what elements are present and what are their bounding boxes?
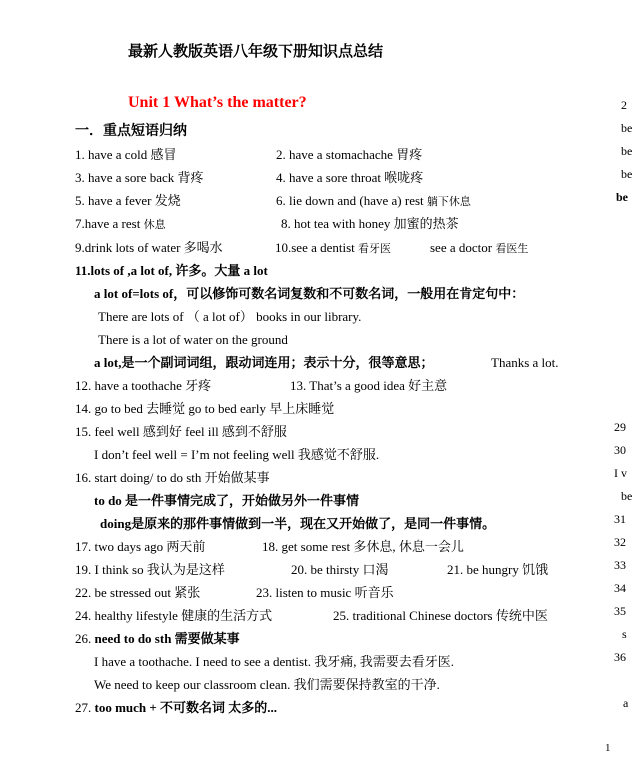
phrase-10-text: 10.see a dentist: [275, 240, 359, 255]
phrase-11-example-1: There are lots of （ a lot of） books in our library.: [98, 309, 362, 324]
phrase-4: 4. have a sore throat 喉咙疼: [276, 170, 424, 185]
phrase-2: 2. have a stomachache 胃疼: [276, 147, 423, 162]
phrase-7-text: 7.have a rest: [75, 216, 144, 231]
phrase-6: [276, 193, 471, 210]
phrase-7: [75, 216, 166, 233]
phrase-27-text: too much + 不可数名词 太多的...: [94, 700, 278, 715]
phrase-9: 9.drink lots of water 多喝水: [75, 240, 223, 255]
edge-text-15: s: [622, 627, 627, 641]
phrase-19: 19. I think so 我认为是这样: [75, 562, 225, 577]
edge-text-12: 33: [614, 558, 626, 572]
phrase-16-note-b: doing是原来的那件事情做到一半，现在又开始做了，是同一件事情。: [100, 516, 496, 531]
edge-text-9: be: [621, 489, 632, 503]
doc-title: 最新人教版英语八年级下册知识点总结: [128, 44, 384, 60]
phrase-3: 3. have a sore back 背疼: [75, 170, 204, 185]
phrase-27-number: 27.: [75, 700, 95, 715]
phrase-18: 18. get some rest 多休息, 休息一会儿: [262, 539, 464, 554]
edge-text-6: 29: [614, 420, 626, 434]
phrase-26: [75, 631, 240, 647]
phrase-6-text: 6. lie down and (have a) rest: [276, 193, 427, 208]
phrase-15: 15. feel well 感到好 feel ill 感到不舒服: [75, 424, 287, 439]
phrase-8: 8. hot tea with honey 加蜜的热茶: [281, 216, 459, 231]
edge-text-8: I v: [614, 466, 627, 480]
phrase-5: 5. have a fever 发烧: [75, 193, 181, 208]
phrase-25: 25. traditional Chinese doctors 传统中医: [333, 608, 548, 623]
edge-text-14: 35: [614, 604, 626, 618]
phrase-24: 24. healthy lifestyle 健康的生活方式: [75, 608, 273, 623]
edge-text-2: be: [621, 121, 632, 135]
phrase-16-note-a: to do 是一件事情完成了，开始做另外一件事情: [94, 493, 360, 508]
phrase-10-note: 看牙医: [358, 243, 392, 255]
phrase-20: 20. be thirsty 口渴: [291, 562, 389, 577]
phrase-12: 12. have a toothache 牙疼: [75, 378, 212, 393]
phrase-6-note: 躺下休息: [426, 196, 471, 208]
edge-text-5: be: [616, 190, 628, 204]
phrase-26-example-2: We need to keep our classroom clean. 我们需要保持教室的干净.: [94, 677, 440, 692]
phrase-23: 23. listen to music 听音乐: [256, 585, 394, 600]
edge-text-11: 32: [614, 535, 626, 549]
phrase-11-rule: a lot of=lots of，可以修饰可数名词复数和不可数名词，一般用在肯定句中：: [94, 286, 525, 301]
phrase-1: 1. have a cold 感冒: [75, 147, 177, 162]
phrase-15-example: I don’t feel well = I’m not feeling well 我感觉不舒服.: [94, 447, 380, 462]
phrase-21: 21. be hungry 饥饿: [447, 562, 549, 577]
phrase-16: 16. start doing/ to do sth 开始做某事: [75, 470, 270, 485]
edge-text-3: be: [621, 144, 632, 158]
phrase-17: 17. two days ago 两天前: [75, 539, 206, 554]
phrase-22: 22. be stressed out 紧张: [75, 585, 201, 600]
phrase-11-rule-2: a lot,是一个副词词组，跟动词连用；表示十分，很等意思；: [94, 355, 434, 370]
section-heading: 一．重点短语归纳: [75, 124, 187, 139]
phrase-11-example-2: There is a lot of water on the ground: [98, 332, 288, 347]
page-number: 1: [605, 742, 611, 754]
edge-text-13: 34: [614, 581, 626, 595]
phrase-14: 14. go to bed 去睡觉 go to bed early 早上床睡觉: [75, 401, 335, 416]
unit-title: Unit 1 What’s the matter?: [128, 94, 307, 111]
phrase-10b-note: 看医生: [495, 243, 529, 255]
edge-text-1: 2: [621, 98, 627, 112]
phrase-27: [75, 700, 277, 716]
edge-text-10: 31: [614, 512, 626, 526]
phrase-11: 11.lots of ,a lot of, 许多。大量 a lot: [75, 263, 268, 278]
edge-text-17: a: [623, 696, 629, 710]
edge-text-4: be: [621, 167, 632, 181]
phrase-13: 13. That’s a good idea 好主意: [290, 378, 448, 393]
phrase-26-text: need to do sth 需要做某事: [94, 631, 240, 646]
phrase-26-number: 26.: [75, 631, 95, 646]
phrase-10b-text: see a doctor: [430, 240, 496, 255]
phrase-10b: [430, 240, 528, 257]
phrase-10: [275, 240, 391, 257]
edge-text-7: 30: [614, 443, 626, 457]
phrase-26-example-1: I have a toothache. I need to see a dentist. 我牙痛, 我需要去看牙医.: [94, 654, 454, 669]
phrase-11-example-3: Thanks a lot.: [491, 355, 559, 370]
phrase-7-note: 休息: [143, 219, 166, 231]
edge-text-16: 36: [614, 650, 626, 664]
